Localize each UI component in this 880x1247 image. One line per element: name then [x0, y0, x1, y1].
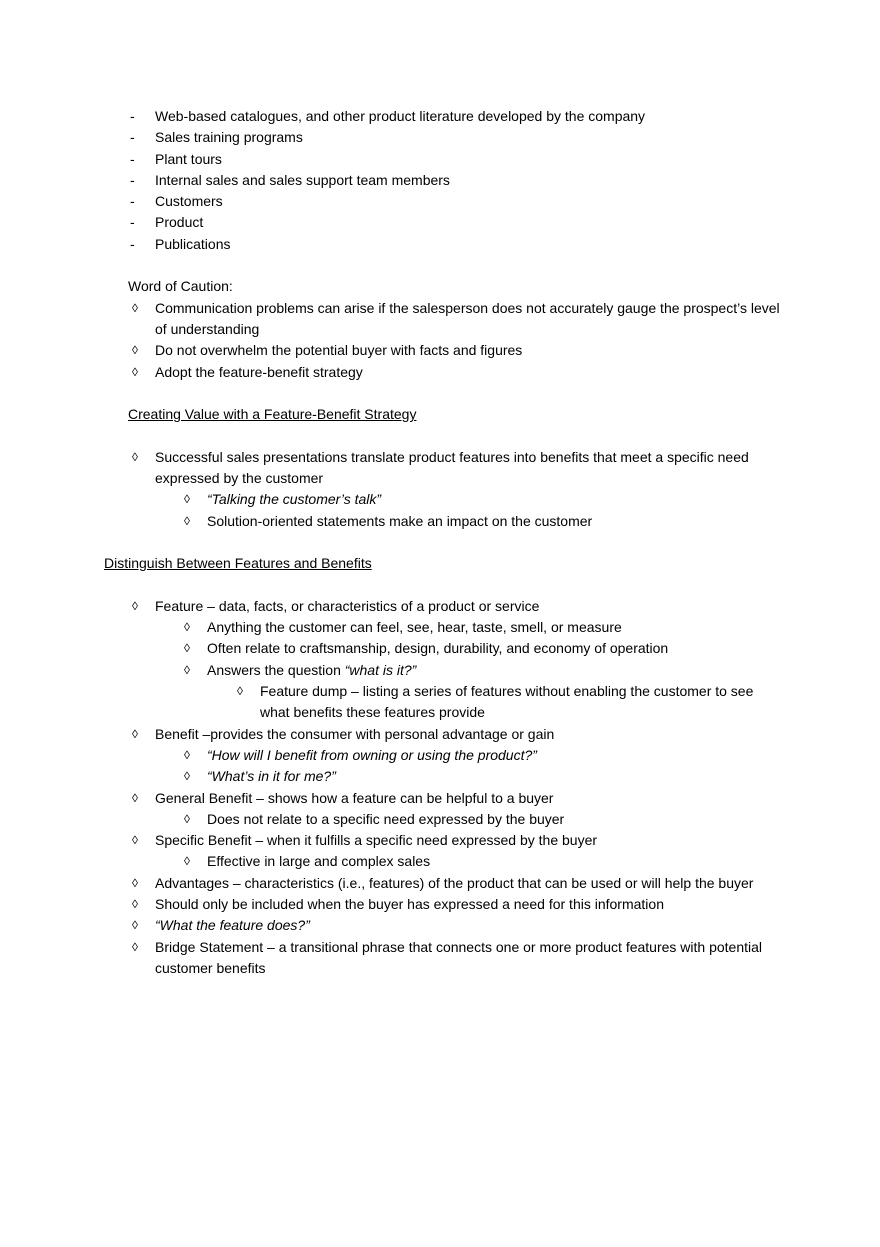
text-segment: Distinguish Between Features and Benefits	[104, 555, 372, 572]
list-item	[184, 809, 784, 830]
list-item-text	[155, 212, 784, 233]
diamond-bullet-icon: ◊	[184, 854, 190, 869]
list-item	[130, 170, 784, 191]
diamond-bullet-icon: ◊	[184, 662, 190, 677]
dash-bullet-icon: -	[130, 193, 135, 210]
list-item-text	[155, 170, 784, 191]
list-item	[130, 127, 784, 148]
list-item	[132, 915, 784, 936]
blank-line	[104, 255, 784, 276]
list-item	[132, 362, 784, 383]
document-content	[104, 106, 784, 979]
diamond-bullet-icon: ◊	[132, 449, 138, 464]
diamond-bullet-icon: ◊	[184, 811, 190, 826]
text-segment: Plant tours	[155, 150, 222, 167]
blank-line	[104, 425, 784, 446]
list-item-text	[155, 106, 784, 127]
text-segment: Communication problems can arise if the salesperson does not accurately gauge the prospect’s level of understanding	[155, 299, 780, 337]
text-segment: Adopt the feature-benefit strategy	[155, 363, 363, 380]
dash-bullet-icon: -	[130, 214, 135, 231]
diamond-bullet-icon: ◊	[184, 492, 190, 507]
list-item-text	[155, 894, 784, 915]
list-item	[132, 894, 784, 915]
list-item-text	[155, 191, 784, 212]
heading-creating-value-strategy	[128, 404, 784, 425]
list-item-text	[155, 915, 784, 936]
text-segment: Bridge Statement – a transitional phrase that connects one or more product features with potential customer benefits	[155, 938, 763, 976]
list-item	[132, 340, 784, 361]
list-item-text	[155, 447, 784, 490]
list-item-text	[155, 937, 784, 980]
diamond-bullet-icon: ◊	[184, 747, 190, 762]
text-segment: Word of Caution:	[128, 278, 233, 295]
text-segment: Feature – data, facts, or characteristics of a product or service	[155, 597, 540, 614]
list-item	[130, 149, 784, 170]
list-item-text	[155, 298, 784, 341]
dash-bullet-icon: -	[130, 129, 135, 146]
dash-bullet-icon: -	[130, 108, 135, 124]
text-segment: Web-based catalogues, and other product literature developed by the company	[155, 108, 646, 124]
diamond-bullet-icon: ◊	[132, 875, 138, 890]
list-item	[184, 660, 784, 681]
list-item-text	[155, 830, 784, 851]
diamond-bullet-icon: ◊	[184, 769, 190, 784]
dash-bullet-icon: -	[130, 171, 135, 188]
list-item-text	[155, 149, 784, 170]
italic-text-segment: “Talking the customer’s talk”	[207, 491, 382, 508]
text-segment: Sales training programs	[155, 129, 303, 146]
heading-distinguish-features-benefits	[104, 553, 784, 574]
text-segment: Internal sales and sales support team members	[155, 171, 450, 188]
blank-line	[104, 383, 784, 404]
diamond-bullet-icon: ◊	[184, 641, 190, 656]
diamond-bullet-icon: ◊	[132, 896, 138, 911]
list-item	[184, 617, 784, 638]
diamond-bullet-icon: ◊	[132, 300, 138, 315]
list-item-text	[260, 681, 784, 724]
text-segment: Anything the customer can feel, see, hear, taste, smell, or measure	[207, 619, 622, 636]
list-item-text	[155, 340, 784, 361]
list-item	[184, 489, 784, 510]
word-of-caution-label	[128, 276, 784, 297]
list-item-text	[207, 511, 784, 532]
list-item-text	[155, 788, 784, 809]
diamond-bullet-icon: ◊	[132, 918, 138, 933]
diamond-bullet-icon: ◊	[132, 833, 138, 848]
list-item-text	[155, 596, 784, 617]
list-item-text	[207, 851, 784, 872]
italic-text-segment: “How will I benefit from owning or using the product?”	[207, 746, 537, 763]
list-item	[130, 234, 784, 255]
text-segment: Specific Benefit – when it fulfills a specific need expressed by the buyer	[155, 832, 598, 849]
diamond-bullet-icon: ◊	[184, 513, 190, 528]
diamond-bullet-icon: ◊	[184, 620, 190, 635]
list-item-text	[155, 234, 784, 255]
list-item-text	[155, 873, 784, 894]
list-item	[132, 447, 784, 490]
text-segment: Product	[155, 214, 204, 231]
list-item	[184, 745, 784, 766]
text-segment: Successful sales presentations translate product features into benefits that meet a specific need expressed by the customer	[155, 448, 749, 487]
list-item	[237, 681, 784, 724]
list-item	[132, 937, 784, 980]
list-item-text	[207, 638, 784, 659]
text-segment: Do not overwhelm the potential buyer with facts and figures	[155, 342, 523, 359]
italic-text-segment: “What’s in it for me?”	[207, 768, 336, 785]
list-item	[184, 638, 784, 659]
list-item-text	[207, 489, 784, 510]
list-item-text	[207, 809, 784, 830]
list-item	[184, 851, 784, 872]
list-item-text	[155, 724, 784, 745]
list-item	[130, 212, 784, 233]
list-item	[132, 830, 784, 851]
text-segment: Should only be included when the buyer has expressed a need for this information	[155, 895, 664, 912]
diamond-bullet-icon: ◊	[132, 364, 138, 379]
diamond-bullet-icon: ◊	[132, 598, 138, 613]
text-segment: General Benefit – shows how a feature can be helpful to a buyer	[155, 789, 554, 806]
list-item-text	[155, 127, 784, 148]
text-segment: Feature dump – listing a series of features without enabling the customer to see what benefits these features provide	[260, 683, 754, 721]
diamond-bullet-icon: ◊	[132, 343, 138, 358]
list-item	[130, 191, 784, 212]
list-item	[132, 724, 784, 745]
diamond-bullet-icon: ◊	[237, 684, 243, 699]
list-item-text	[104, 553, 784, 574]
text-segment: Answers the question	[207, 661, 345, 678]
list-item-text	[128, 276, 784, 297]
text-segment: Often relate to craftsmanship, design, durability, and economy of operation	[207, 640, 669, 657]
text-segment: Solution-oriented statements make an impact on the customer	[207, 512, 593, 529]
text-segment: Effective in large and complex sales	[207, 853, 431, 870]
italic-text-segment: “What the feature does?”	[155, 917, 310, 934]
list-item-text	[155, 362, 784, 383]
list-item	[132, 298, 784, 341]
diamond-bullet-icon: ◊	[132, 726, 138, 741]
text-segment: Customers	[155, 193, 223, 210]
list-item-text	[128, 404, 784, 425]
list-item	[132, 596, 784, 617]
italic-text-segment: “what is it?”	[344, 661, 417, 678]
text-segment: Creating Value with a Feature-Benefit Strategy	[128, 406, 417, 423]
list-item	[184, 511, 784, 532]
list-item	[132, 873, 784, 894]
list-item-text	[207, 766, 784, 787]
list-item-text	[207, 660, 784, 681]
blank-line	[104, 575, 784, 596]
text-segment: Does not relate to a specific need expressed by the buyer	[207, 810, 565, 827]
text-segment: Benefit –provides the consumer with personal advantage or gain	[155, 725, 555, 742]
text-segment: Publications	[155, 235, 231, 252]
list-item	[184, 766, 784, 787]
list-item	[132, 788, 784, 809]
list-item-text	[207, 745, 784, 766]
blank-line	[104, 532, 784, 553]
diamond-bullet-icon: ◊	[132, 939, 138, 954]
dash-bullet-icon: -	[130, 150, 135, 167]
diamond-bullet-icon: ◊	[132, 790, 138, 805]
dash-bullet-icon: -	[130, 235, 135, 252]
list-item	[130, 106, 784, 127]
list-item-text	[207, 617, 784, 638]
text-segment: Advantages – characteristics (i.e., features) of the product that can be used or will help the buyer	[155, 874, 754, 891]
